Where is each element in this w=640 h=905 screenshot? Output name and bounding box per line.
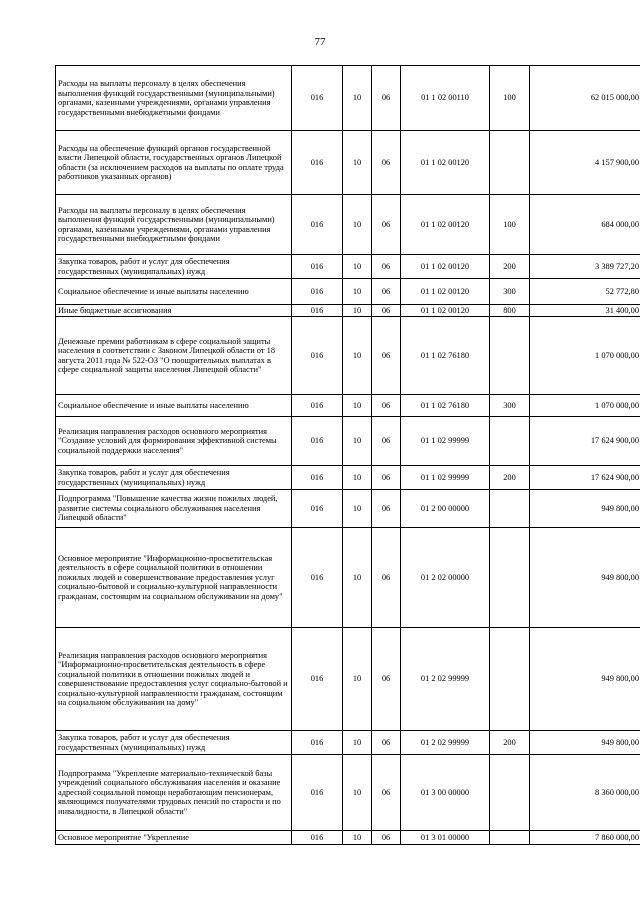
row-rz-cell: 10	[343, 255, 372, 279]
row-pr-cell: 06	[372, 417, 401, 466]
row-ved-cell: 016	[292, 255, 343, 279]
row-rz-cell: 10	[343, 755, 372, 831]
row-name-cell: Закупка товаров, работ и услуг для обеспечения государственных (муниципальных) нужд	[56, 255, 292, 279]
row-sum-cell: 949 800,00	[530, 628, 640, 731]
row-ved-cell: 016	[292, 731, 343, 755]
row-name-cell: Закупка товаров, работ и услуг для обеспечения государственных (муниципальных) нужд	[56, 466, 292, 490]
row-vr-cell	[490, 528, 530, 628]
row-name-cell: Иные бюджетные ассигнования	[56, 305, 292, 317]
row-pr-cell: 06	[372, 279, 401, 305]
row-csr-cell: 01 1 02 76180	[401, 395, 490, 417]
row-ved-cell: 016	[292, 279, 343, 305]
row-pr-cell: 06	[372, 195, 401, 255]
row-pr-cell: 06	[372, 131, 401, 195]
row-csr-cell: 01 1 02 99999	[401, 417, 490, 466]
table-row	[56, 395, 640, 417]
row-sum-cell: 31 400,00	[530, 305, 640, 317]
row-vr-cell: 300	[490, 395, 530, 417]
row-pr-cell: 06	[372, 255, 401, 279]
row-csr-cell: 01 1 02 99999	[401, 466, 490, 490]
table-row	[56, 417, 640, 466]
row-vr-cell	[490, 417, 530, 466]
row-name-cell: Подпрограмма "Повышение качества жизни пожилых людей, развитие системы социального обслуживания населения Липецкой области"	[56, 490, 292, 528]
row-vr-cell: 800	[490, 305, 530, 317]
row-pr-cell: 06	[372, 395, 401, 417]
table-row	[56, 66, 640, 131]
row-name-cell: Социальное обеспечение и иные выплаты населению	[56, 279, 292, 305]
row-sum-cell: 7 860 000,00	[530, 831, 640, 845]
row-sum-cell: 8 360 000,00	[530, 755, 640, 831]
table-row	[56, 628, 640, 731]
row-csr-cell: 01 1 02 00120	[401, 131, 490, 195]
row-vr-cell: 300	[490, 279, 530, 305]
row-csr-cell: 01 3 01 00000	[401, 831, 490, 845]
row-sum-cell: 4 157 900,00	[530, 131, 640, 195]
row-name-cell: Основное мероприятие "Укрепление	[56, 831, 292, 845]
row-csr-cell: 01 1 02 00110	[401, 66, 490, 131]
row-vr-cell	[490, 131, 530, 195]
row-csr-cell: 01 2 02 99999	[401, 628, 490, 731]
row-vr-cell: 200	[490, 466, 530, 490]
row-ved-cell: 016	[292, 395, 343, 417]
row-rz-cell: 10	[343, 528, 372, 628]
row-ved-cell: 016	[292, 466, 343, 490]
row-pr-cell: 06	[372, 490, 401, 528]
row-name-cell: Социальное обеспечение и иные выплаты населению	[56, 395, 292, 417]
row-rz-cell: 10	[343, 395, 372, 417]
table-row	[56, 195, 640, 255]
table-row	[56, 317, 640, 395]
row-rz-cell: 10	[343, 466, 372, 490]
row-vr-cell: 200	[490, 731, 530, 755]
row-name-cell: Реализация направления расходов основного мероприятия "Информационно-просветительская деятельность в сфере социальной политики в отношении пожилых людей и совершенствование предоставления услуг социально-бытовой и социально-культурной направленности гражданам, состоящим на социальном обслуживании на дому"	[56, 628, 292, 731]
row-sum-cell: 949 800,00	[530, 490, 640, 528]
row-rz-cell: 10	[343, 66, 372, 131]
row-vr-cell	[490, 755, 530, 831]
row-pr-cell: 06	[372, 305, 401, 317]
row-ved-cell: 016	[292, 305, 343, 317]
row-rz-cell: 10	[343, 628, 372, 731]
row-csr-cell: 01 2 02 00000	[401, 528, 490, 628]
budget-table-body	[56, 66, 640, 845]
row-csr-cell: 01 2 00 00000	[401, 490, 490, 528]
row-vr-cell: 200	[490, 255, 530, 279]
row-name-cell: Денежные премии работникам в сфере социальной защиты населения в соответствии с Законом Липецкой области от 18 августа 2011 года № 522-ОЗ "О поощрительных выплатах в сфере социальной защиты населения Липецкой области"	[56, 317, 292, 395]
row-name-cell: Расходы на выплаты персоналу в целях обеспечения выполнения функций государственными (муниципальными) органами, казенными учреждениями, органами управления государственными внебюджетными фондами	[56, 66, 292, 131]
row-csr-cell: 01 3 00 00000	[401, 755, 490, 831]
row-sum-cell: 17 624 900,00	[530, 417, 640, 466]
row-pr-cell: 06	[372, 466, 401, 490]
row-csr-cell: 01 1 02 00120	[401, 255, 490, 279]
row-ved-cell: 016	[292, 528, 343, 628]
row-csr-cell: 01 1 02 00120	[401, 305, 490, 317]
row-pr-cell: 06	[372, 66, 401, 131]
row-rz-cell: 10	[343, 279, 372, 305]
row-ved-cell: 016	[292, 831, 343, 845]
row-sum-cell: 1 070 000,00	[530, 395, 640, 417]
row-sum-cell: 1 070 000,00	[530, 317, 640, 395]
row-name-cell: Закупка товаров, работ и услуг для обеспечения государственных (муниципальных) нужд	[56, 731, 292, 755]
table-row	[56, 466, 640, 490]
row-csr-cell: 01 1 02 00120	[401, 279, 490, 305]
row-rz-cell: 10	[343, 195, 372, 255]
row-pr-cell: 06	[372, 731, 401, 755]
table-row	[56, 755, 640, 831]
row-rz-cell: 10	[343, 490, 372, 528]
row-name-cell: Расходы на выплаты персоналу в целях обеспечения выполнения функций государственными (муниципальными) органами, казенными учреждениями, органами управления государственными внебюджетными фондами	[56, 195, 292, 255]
table-row	[56, 279, 640, 305]
row-vr-cell	[490, 490, 530, 528]
row-name-cell: Расходы на обеспечение функций органов государственной власти Липецкой области, государственных органов Липецкой области (за исключением расходов на выплаты по оплате труда работников указанных органов)	[56, 131, 292, 195]
row-ved-cell: 016	[292, 131, 343, 195]
row-name-cell: Основное мероприятие "Информационно-просветительская деятельность в сфере социальной политики в отношении пожилых людей и совершенствование предоставления услуг социально-бытовой и социально-культурной направленности гражданам, состоящим на социальном обслуживании на дому"	[56, 528, 292, 628]
row-vr-cell	[490, 317, 530, 395]
table-row	[56, 255, 640, 279]
row-csr-cell: 01 2 02 99999	[401, 731, 490, 755]
row-sum-cell: 3 389 727,20	[530, 255, 640, 279]
row-ved-cell: 016	[292, 755, 343, 831]
row-vr-cell: 100	[490, 66, 530, 131]
row-rz-cell: 10	[343, 831, 372, 845]
row-sum-cell: 949 800,00	[530, 528, 640, 628]
table-row	[56, 731, 640, 755]
row-name-cell: Реализация направления расходов основного мероприятия "Создание условий для формирования эффективной системы социальной поддержки населения"	[56, 417, 292, 466]
row-ved-cell: 016	[292, 417, 343, 466]
row-ved-cell: 016	[292, 490, 343, 528]
table-row	[56, 305, 640, 317]
row-ved-cell: 016	[292, 628, 343, 731]
row-rz-cell: 10	[343, 305, 372, 317]
row-sum-cell: 684 000,00	[530, 195, 640, 255]
row-pr-cell: 06	[372, 317, 401, 395]
row-vr-cell: 100	[490, 195, 530, 255]
row-pr-cell: 06	[372, 628, 401, 731]
row-csr-cell: 01 1 02 76180	[401, 317, 490, 395]
row-vr-cell	[490, 831, 530, 845]
row-sum-cell: 62 015 000,00	[530, 66, 640, 131]
row-sum-cell: 949 800,00	[530, 731, 640, 755]
page-number: 77	[314, 36, 326, 48]
table-row	[56, 131, 640, 195]
table-row	[56, 528, 640, 628]
row-ved-cell: 016	[292, 66, 343, 131]
row-name-cell: Подпрограмма "Укрепление материально-технической базы учреждений социального обслуживания населения и оказание адресной социальной помощи неработающим пенсионерам, являющимся получателями трудовых пенсий по старости и по инвалидности, в Липецкой области"	[56, 755, 292, 831]
budget-table	[55, 65, 640, 845]
row-sum-cell: 17 624 900,00	[530, 466, 640, 490]
row-pr-cell: 06	[372, 528, 401, 628]
row-sum-cell: 52 772,80	[530, 279, 640, 305]
row-rz-cell: 10	[343, 131, 372, 195]
row-ved-cell: 016	[292, 317, 343, 395]
row-pr-cell: 06	[372, 755, 401, 831]
row-rz-cell: 10	[343, 417, 372, 466]
row-rz-cell: 10	[343, 317, 372, 395]
table-row	[56, 490, 640, 528]
row-rz-cell: 10	[343, 731, 372, 755]
table-row	[56, 831, 640, 845]
row-ved-cell: 016	[292, 195, 343, 255]
row-pr-cell: 06	[372, 831, 401, 845]
row-vr-cell	[490, 628, 530, 731]
row-csr-cell: 01 1 02 00120	[401, 195, 490, 255]
